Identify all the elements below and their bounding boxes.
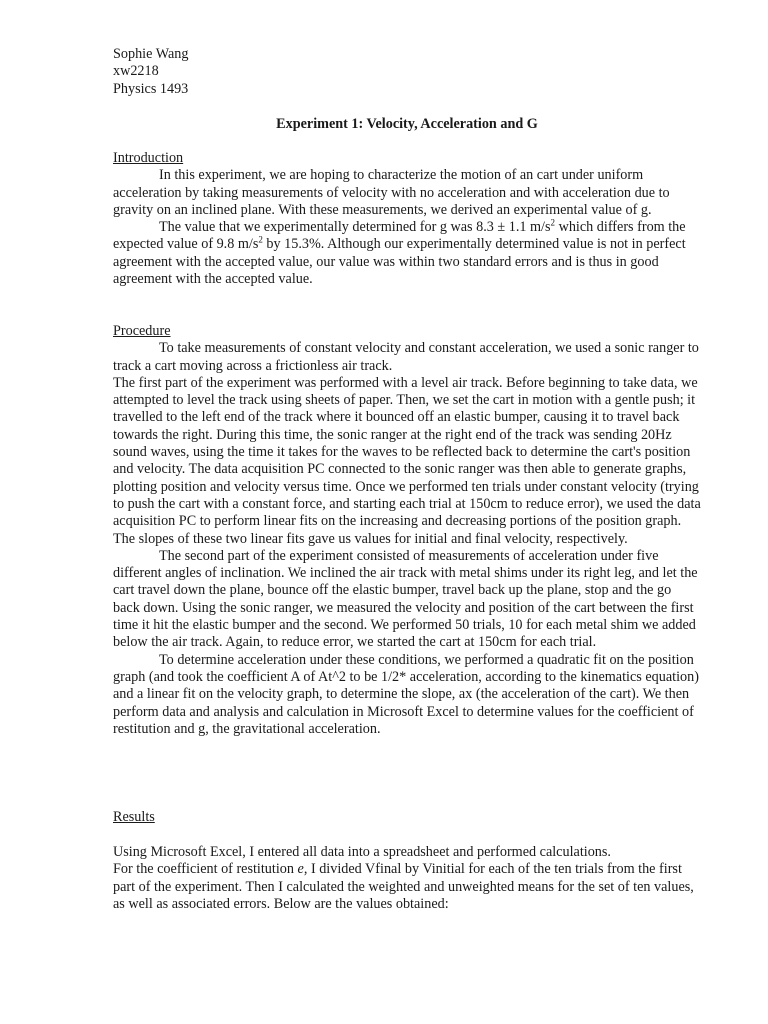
student-id: xw2218 <box>113 63 159 80</box>
results-body <box>113 844 701 913</box>
author-name: Sophie Wang <box>113 46 189 62</box>
introduction-section <box>113 150 701 288</box>
text-run: by 15.3%. Although our experimentally determined value is not in perfect agreement with the accepted value, our value was within two standard errors and is thus in good agreement with the accepted value. <box>113 236 686 288</box>
procedure-paragraph: To determine acceleration under these conditions, we performed a quadratic fit on the position graph (and took the coefficient A of At^2 to be 1/2* acceleration, according to the kinematics equation) and a linear fit on the velocity graph, to determine the slope, ax (the acceleration of the cart). We then perform data and analysis and calculation in Microsoft Excel to determine values for the coefficient of restitution and g, the gravitational acceleration. <box>113 651 699 737</box>
superscript: 2 <box>550 217 556 228</box>
introduction-paragraph <box>113 219 701 288</box>
text-run: which differs from the expected value of 9.8 m/s <box>113 219 686 253</box>
course-name: Physics 1493 <box>113 80 189 97</box>
text-run: For the coefficient of restitution <box>113 861 298 878</box>
introduction-heading: Introduction <box>113 150 184 166</box>
procedure-heading: Procedure <box>113 323 171 339</box>
results-paragraph <box>113 861 701 913</box>
document-title: Experiment 1: Velocity, Acceleration and G <box>276 116 538 132</box>
text-run: The value that we experimentally determined for g was 8.3 ± 1.1 m/s <box>159 219 551 236</box>
procedure-paragraph: The first part of the experiment was performed with a level air track. Before beginning to take data, we attempted to level the track using sheets of paper. Then, we set the cart in motion with a gentle push; it travelled to the left end of the track where it bounced off an elastic bumper, causing it to travel back towards the right. During this time, the sonic ranger at the right end of the track was sending 20Hz sound waves, using the time it takes for the waves to be reflected back to determine the cart's position and velocity. The data acquisition PC connected to the sonic ranger was then able to generate graphs, plotting position and velocity versus time. Once we performed ten trials under constant velocity (trying to push the cart with a constant force, and starting each trial at 150cm to reduce error), we used the data acquisition PC to perform linear fits on the increasing and decreasing portions of the position graph. The slopes of these two linear fits gave us values for initial and final velocity, respectively. <box>113 374 701 547</box>
author-header <box>113 46 701 98</box>
superscript: 2 <box>258 234 263 245</box>
results-heading: Results <box>113 809 155 825</box>
results-paragraph: Using Microsoft Excel, I entered all data into a spreadsheet and performed calculations. <box>113 844 611 860</box>
results-section <box>113 809 701 826</box>
procedure-paragraph: The second part of the experiment consisted of measurements of acceleration under five different angles of inclination. We inclined the air track with metal shims under its right leg, and let the cart travel down the plane, bounce off the elastic bumper, travel back up the plane, stop and the go back down. Using the sonic ranger, we measured the velocity and position of the cart between the first time it hit the elastic bumper and the second. We performed 50 trials, 10 for each metal shim we added below the air track. Again, to reduce error, we started the cart at 150cm for each trial. <box>113 547 698 651</box>
procedure-section <box>113 323 701 738</box>
italic-symbol: e <box>297 861 304 878</box>
introduction-paragraph: In this experiment, we are hoping to characterize the motion of an cart under uniform acceleration by taking measurements of velocity with no acceleration and with acceleration due to gravity on an inclined plane. With these measurements, we derived an experimental value of g. <box>113 167 670 218</box>
text-run: , I divided Vfinal by Vinitial for each of the ten trials from the first part of the experiment. Then I calculated the weighted and unweighted means for the set of ten values, as well as associated errors. Below are the values obtained: <box>113 861 694 912</box>
procedure-paragraph: To take measurements of constant velocity and constant acceleration, we used a sonic ranger to track a cart moving across a frictionless air track. <box>113 340 699 374</box>
